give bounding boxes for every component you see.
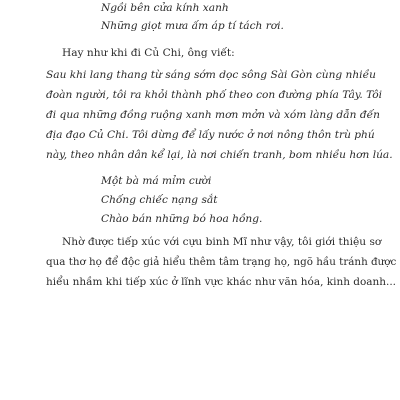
poem-line: Ngồi bên cửa kính xanh: [101, 2, 229, 14]
closing-paragraph-line: Nhờ được tiếp xúc với cựu binh Mĩ như vậy, tôi giới thiệu sơ: [62, 236, 382, 248]
intro-paragraph: Hay như khi đi Củ Chi, ông viết:: [62, 47, 235, 59]
poem-line: Chống chiếc nạng sắt: [101, 194, 218, 206]
quote-line: này, theo nhân dân kể lại, là nơi chiến tranh, bom nhiều hơn lúa.: [46, 149, 393, 161]
quote-line: đoàn người, tôi ra khỏi thành phố theo con đường phía Tây. Tôi: [46, 89, 383, 101]
poem-line: Chào bán những bó hoa hồng.: [101, 213, 263, 225]
poem-line: Những giọt mưa ấm áp tí tách rơi.: [101, 20, 284, 32]
quote-line: đi qua những đồng ruộng xanh mơn mởn và xóm làng dẫn đến: [46, 109, 380, 121]
quote-line: địa đạo Củ Chi. Tôi dừng để lấy nước ở nơi nông thôn trù phú: [46, 129, 375, 141]
closing-paragraph-line: qua thơ họ để độc giả hiểu thêm tâm trạng họ, ngõ hầu tránh được: [46, 256, 397, 268]
closing-paragraph-line: hiểu nhầm khi tiếp xúc ở lĩnh vực khác như văn hóa, kinh doanh...: [46, 276, 397, 288]
poem-line: Một bà má mỉm cười: [101, 175, 212, 187]
quote-line: Sau khi lang thang từ sáng sớm dọc sông Sài Gòn cùng nhiều: [46, 69, 376, 81]
